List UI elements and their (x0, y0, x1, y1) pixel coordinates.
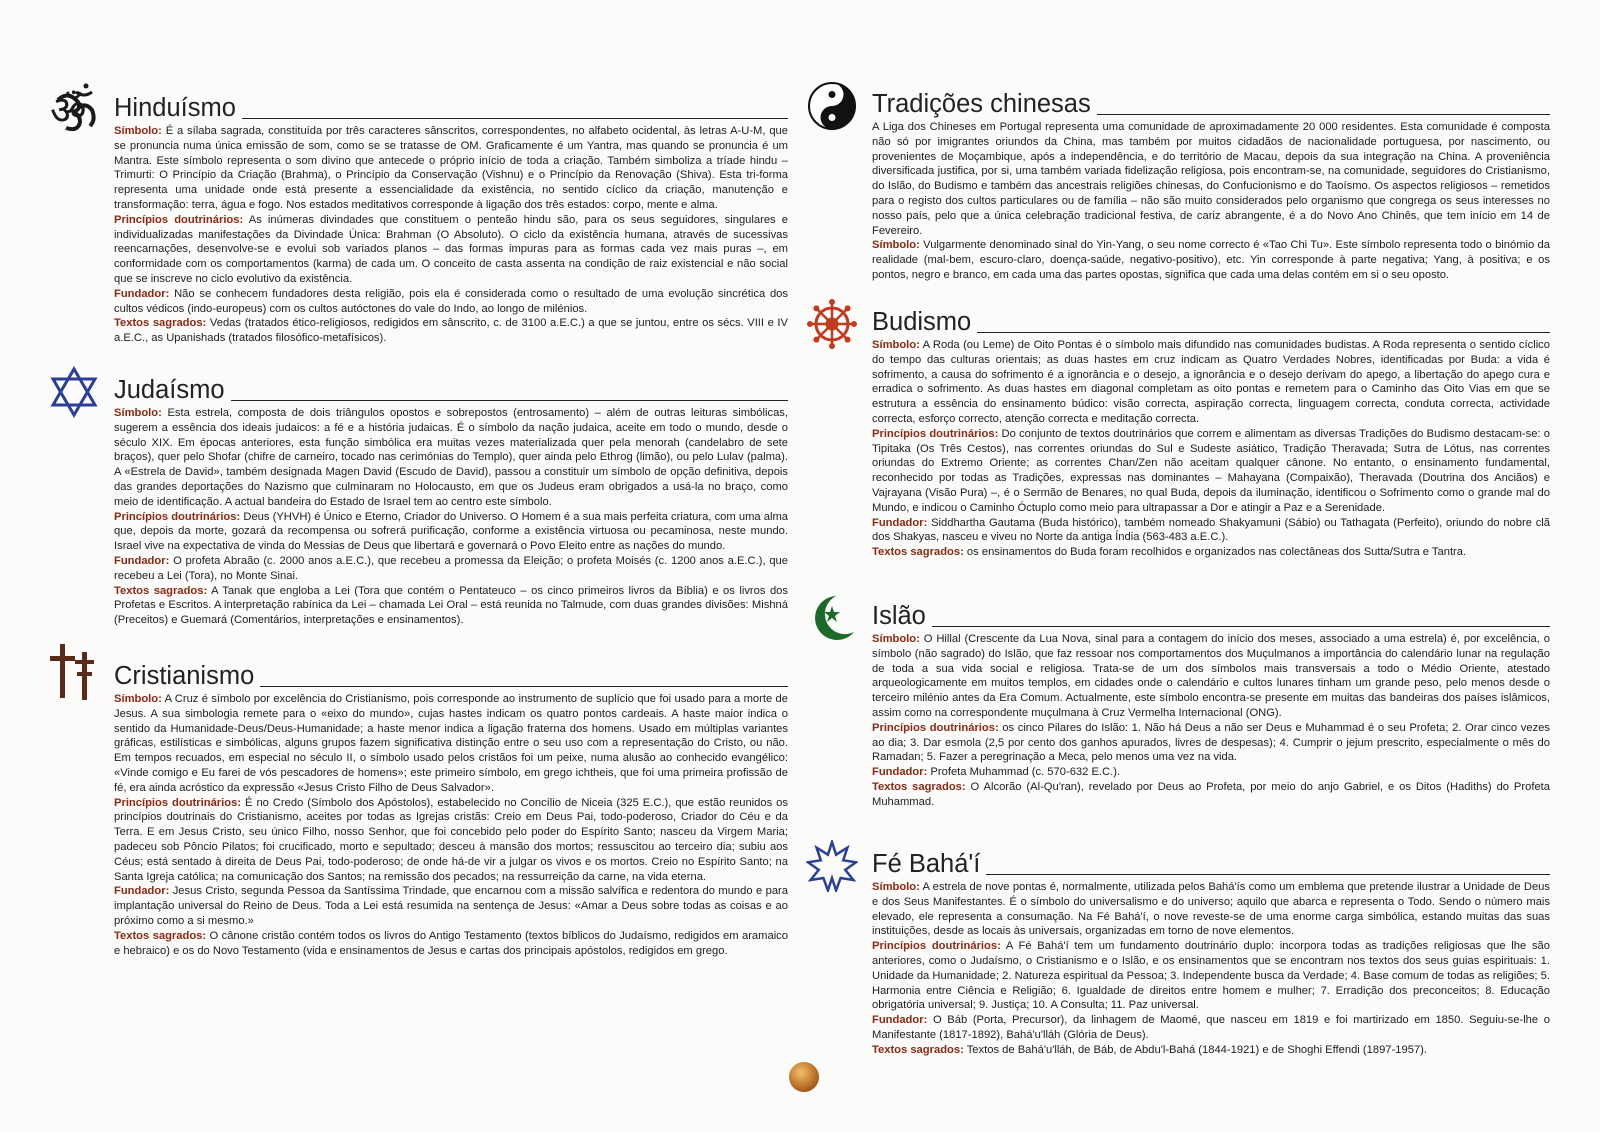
text-principios: Do conjunto de textos doutrinários que correm e alimentam as diversas Tradições do Budismo destacam-se: o Tipitaka (Os Três Cestos), nas correntes oriundas do Sul e Sudeste asiático, Tradição Theravada; Sutra de Lótus, nas correntes oriundas do Extremo Oriente; as correntes Chan/Zen não aceitam qualquer cânone. No entanto, o ensinamento fundamental, reconhecido por todas as Tradições, expressas nas dominantes – Mahayana (Compaixão), Theravada (Doutrina dos Anciãos) e Vajrayana (Visão Pura) –, é o Sermão de Benares, no qual Buda, depois da iluminação, identificou o Sofrimento como o grande mal do Mundo, e indicou o Caminho Óctuplo como meio para ultrapassar a Dor e atingir a Paz e a Serenidade. (872, 427, 1550, 514)
label-fundador: Fundador: (114, 885, 170, 898)
text-textos: Vedas (tratados ético-religiosos, redigidos em sânscrito, c. de 3100 a.E.C.) a que se juntou, entre os sécs. VIII e IV a.E.C., as Upanishads (tratados filosófico-metafísicos). (114, 317, 788, 345)
text-fundador: Não se conhecem fundadores desta religião, pois ela é considerada como o resultado de uma evolução sincrética dos cultos védicos (indo-europeus) com os cultos autóctones do vale do Indo, ao longo de milénios. (114, 287, 788, 315)
text-textos: Textos de Bahá'u'lláh, de Báb, de Abdu'l-Bahá (1844-1921) e de Shoghi Effendi (1897-1957). (963, 1043, 1427, 1056)
section-header (48, 366, 788, 406)
dharma-wheel-icon (806, 298, 858, 350)
paragraph-principios (872, 721, 1550, 765)
label-fundador: Fundador: (872, 516, 928, 529)
title-rule (872, 626, 1550, 627)
paragraph-simbolo (872, 238, 1550, 282)
om-icon (48, 82, 100, 134)
section-judaismo (48, 366, 788, 628)
paragraph-fundador (114, 287, 788, 317)
paragraph-textos (114, 584, 788, 628)
text-textos: O Alcorão (Al-Qu'ran), revelado por Deus ao Profeta, por meio do anjo Gabriel, e os Ditos (Hadiths) do Profeta Muhammad. (872, 780, 1551, 808)
label-principios: Princípios doutrinários: (114, 510, 241, 523)
label-principios: Princípios doutrinários: (114, 796, 242, 809)
paragraph-principios (114, 213, 788, 287)
section-title: Islão (872, 602, 932, 630)
text-simbolo: Vulgarmente denominado sinal do Yin-Yang, o seu nome correcto é «Tao Chi Tu». Este símbolo representa todo o binómio da realidade (mal-bem, escuro-claro, doença-saúde, negativo-positivo), etc. Yin corresponde à parte negativa; Yang, à positiva; e os pontos, negro e branco, em cada uma das partes opostas, significa que cada uma delas contém em si o seu oposto. (872, 239, 1550, 281)
label-fundador: Fundador: (114, 554, 170, 567)
section-body (872, 338, 1550, 560)
section-body (872, 120, 1550, 283)
paragraph-simbolo (872, 632, 1550, 721)
paragraph-fundador (114, 884, 788, 928)
text-simbolo: O Hillal (Crescente da Lua Nova, sinal para a contagem do início dos meses, associado a uma estrela) é, por excelência, o símbolo (não sagrado) do Islão, que faz ressoar nos comportamentos dos Muçulmanos a importância do calendário lunar na regulação de toda a sua vida social e religiosa. Trata-se de um dos símbolos mais transversais a todo o Médio Oriente, atestado arqueologicamente em muitos templos, em cidades onde o calendário e cultos lunares tinham um grande peso, pelo menos desde o terceiro milénio antes da Era Comum. Actualmente, este símbolo encontra-se presente em muitas das bandeiras dos países islâmicos, assim como na correspondente muçulmana à Cruz Vermelha Internacional (ONG). (872, 633, 1550, 719)
section-body (872, 880, 1550, 1058)
label-principios: Princípios doutrinários: (872, 427, 999, 440)
text-simbolo: A Cruz é símbolo por excelência do Cristianismo, pois corresponde ao instrumento de suplício que foi usado para a morte de Jesus. A sua simbologia remete para o «eixo do mundo», cujas hastes indicam os quatro pontos cardeais. A haste maior indica o sentido da Humanidade-Deus/Deus-Humanidade; a haste menor indica a ligação fraterna dos homens. Usado em múltiplas variantes gráficas, estilísticas e simbólicas, alguns grupos fazem significativa distinção entre o seu uso com a representação do Cristo, ou não. Em tempos recuados, em especial no século II, o símbolo usado pelos cristãos foi um peixe, numa alusão ao conhecido evangélico: «Vinde comigo e Eu farei de vós pescadores de homens»; este primeiro símbolo, em grego ichtheis, que foi uma primeira profissão de fé, era ainda acróstico da expressão «Jesus Cristo Filho de Deus Salvador». (114, 693, 788, 794)
section-islao (806, 592, 1550, 810)
paragraph-principios (872, 427, 1550, 516)
svg-text:ॐ: ॐ (50, 88, 87, 134)
label-simbolo: Símbolo: (872, 339, 920, 351)
text-fundador: Profeta Muhammad (c. 570-632 E.C.). (927, 766, 1121, 779)
paragraph-principios (114, 796, 788, 885)
paragraph-simbolo (114, 124, 788, 213)
text-textos: O cânone cristão contém todos os livros do Antigo Testamento (textos bíblicos do Judaísmo, redigidos em aramaico e hebraico) e os do Novo Testamento (vida e ensinamentos de Jesus e cartas dos principais apóstolos, redigidos em grego. (114, 929, 788, 957)
section-body (114, 692, 788, 958)
paragraph-principios (114, 510, 788, 554)
section-body (114, 124, 788, 346)
label-fundador: Fundador: (114, 287, 170, 300)
section-tradicoes-chinesas (806, 80, 1550, 283)
label-simbolo: Símbolo: (872, 633, 920, 645)
section-body (114, 406, 788, 628)
label-principios: Princípios doutrinários: (872, 940, 1001, 953)
text-simbolo: A Roda (ou Leme) de Oito Pontas é o símbolo mais difundido nas comunidades budistas. A Roda representa o sentido cíclico do tempo das culturas orientais; as duas hastes em cruz indicam as Quatro Verdades Nobres, identificadas por Buda: a vida é sofrimento, a causa do sofrimento é a ignorância e o desejo, a ignorância e o desejo derivam do apego, a libertação do apego cura e erradica o sofrimento. As duas hastes em diagonal completam as oito pontas e remetem para o Caminho das Oito Vias em que se estrutura a essência do ensinamento búdico: visão correcta, aspiração correcta, linguagem correcta, conduta correcta, actividade correcta, esforço correcto, atenção correcta e meditação correcta. (872, 339, 1550, 425)
paragraph-principios (872, 939, 1550, 1013)
section-title: Cristianismo (114, 662, 260, 690)
section-header (806, 840, 1550, 880)
label-textos: Textos sagrados: (872, 546, 964, 559)
crosses-icon (48, 642, 100, 702)
label-simbolo: Símbolo: (114, 693, 162, 705)
crescent-star-icon (806, 592, 858, 644)
section-header (48, 652, 788, 692)
label-textos: Textos sagrados: (872, 780, 966, 793)
section-title: Tradições chinesas (872, 90, 1097, 118)
star-of-david-icon (48, 366, 100, 418)
section-header (806, 592, 1550, 632)
label-fundador: Fundador: (872, 1014, 928, 1027)
text-principios: A Fé Bahá'í tem um fundamento doutrinário duplo: incorpora todas as tradições religiosas que lhe são anteriores, como o Judaísmo, o Cristianismo e o Islão, e os ensinamentos que se encontram nos textos dos seus guias espirituais: 1. Unidade da Humanidade; 2. Natureza espiritual da Pessoa; 3. Independente busca da Verdade; 4. Base comum de todas as religiões; 5. Harmonia entre Ciência e Religião; 6. Igualdade de direitos entre homem e mulher; 7. Erradição dos preconceitos; 8. Educação obrigatória universal; 9. Justiça; 10. A Consulta; 11. Paz universal. (872, 940, 1550, 1012)
binding-ring-icon (789, 1062, 819, 1092)
section-title: Judaísmo (114, 376, 231, 404)
paragraph-fundador (872, 516, 1550, 546)
paragraph-simbolo (114, 692, 788, 796)
label-textos: Textos sagrados: (114, 584, 208, 597)
section-hinduismo (48, 84, 788, 346)
text-principios: É no Credo (Símbolo dos Apóstolos), estabelecido no Concílio de Niceia (325 E.C.), que estão reunidos os princípios doutrinais do Cristianismo, aceites por todas as Igrejas cristãs: Creio em Deus Pai, todo-poderoso, Criador do Céu e da Terra. E em Jesus Cristo, seu único Filho, nosso Senhor, que foi concebido pelo poder do Espírito Santo; nasceu da Virgem Maria; padeceu sob Pôncio Pilatos; foi crucificado, morto e sepultado; desceu à mansão dos mortos; ressuscitou ao terceiro dia; subiu aos Céus; está sentado à direita de Deus Pai, todo-poderoso; de onde há-de vir a julgar os vivos e os mortos. Creio no Espírito Santo; na Santa Igreja católica; na comunicação dos Santos; na remissão dos pecados; na ressurreição da carne, na vida eterna. (114, 796, 788, 883)
paragraph-simbolo (872, 338, 1550, 427)
nine-pointed-star-icon (806, 840, 858, 892)
label-simbolo: Símbolo: (872, 881, 920, 893)
label-textos: Textos sagrados: (114, 929, 207, 942)
section-title: Fé Bahá'í (872, 850, 986, 878)
label-simbolo: Símbolo: (872, 239, 920, 252)
text-simbolo: É a sílaba sagrada, constituída por três caracteres sânscritos, correspondentes, no alfabeto ocidental, às letras A-U-M, que se pronuncia numa única emissão de som, como se se tratasse de OM. Graficamente é um Yantra, mas quando se pronuncia é um Mantra. Este símbolo representa o som divino que antecede o próprio início de toda a criação. Também simboliza a tríade hindu – Trimurti: O Princípio da Criação (Brahma), o Princípio da Conservação (Vishnu) e o Princípio da Renovação (Shiva). Esta tri-forma representa uma unidade onde está presente a essencialidade da existência, no sentido cíclico da criação, manutenção e transformação: terra, água e fogo. Nos estados meditativos corresponde à ligação dos três estados: corpo, mente e alma. (114, 125, 788, 211)
label-fundador: Fundador: (872, 766, 928, 779)
text-fundador: O profeta Abraão (c. 2000 anos a.E.C.), que recebeu a promessa da Eleição; o profeta Moisés (c. 1200 anos a.E.C.), que recebeu a Lei (Tora), no Monte Sinai. (114, 554, 788, 582)
section-title: Hinduísmo (114, 94, 242, 122)
paragraph-fundador (114, 554, 788, 584)
section-header (806, 298, 1550, 338)
text-simbolo: A estrela de nove pontas é, normalmente, utilizada pelos Bahá'ís como um emblema que pretende ilustrar a Unidade de Deus e dos Seus Manifestantes. É o símbolo do universalismo e do universo; aquilo que abarca e representa o Todo. Sendo o número mais elevado, ele representa a consumação. Na Fé Bahá'í, o nove reveste-se de uma enorme carga simbólica, estando muitas das suas instituições, desde as locais às universais, organizadas em torno de nove elementos. (872, 881, 1550, 938)
yin-yang-icon (806, 80, 858, 132)
text-fundador: Jesus Cristo, segunda Pessoa da Santíssima Trindade, que encarnou com a missão salvífica e redentora do mundo e para implantação universal do Reino de Deus. Toda a Lei está resumida na sentença de Jesus: «Amar a Deus sobre todas as coisas e ao próximo como a si mesmo.» (114, 885, 788, 927)
label-textos: Textos sagrados: (872, 1043, 964, 1056)
label-textos: Textos sagrados: (114, 317, 207, 330)
paragraph-textos (872, 780, 1550, 810)
paragraph-fundador (872, 765, 1550, 780)
paragraph-simbolo (872, 880, 1550, 939)
paragraph-textos (872, 1043, 1550, 1058)
section-title: Budismo (872, 308, 977, 336)
section-bahai (806, 840, 1550, 1058)
text-principios: Deus (YHVH) é Único e Eterno, Criador do Universo. O Homem é a sua mais perfeita criatura, com uma alma que, depois da morte, gozará da recompensa ou sofrerá purificação, conforme a existência virtuosa ou pecaminosa, neste mundo. Israel vive na expectativa de vinda do Messias de Deus que libertará e governará o Povo Eleito entre as nações do mundo. (114, 510, 788, 553)
section-header (806, 80, 1550, 120)
text-principios: As inúmeras divindades que constituem o penteão hindu são, para os seus seguidores, singulares e individualizadas manifestações da Divindade Única: Brahman (O Absoluto). O ciclo da existência humana, através de sucessivas reencarnações, desenvolve-se e evolui sob variados planos – das formas impuras para as formas cada vez mais puras –, em conformidade com os comportamentos (karma) de cada um. O conceito de casta assenta na condição de raiz existencial e não social que se inscreve no ciclo evolutivo da existência. (114, 213, 788, 285)
label-simbolo: Símbolo: (114, 125, 162, 137)
section-budismo (806, 298, 1550, 560)
label-principios: Princípios doutrinários: (114, 213, 244, 226)
text-simbolo: Esta estrela, composta de dois triângulos opostos e sobrepostos (entrosamento) – além de outras leituras simbólicas, sugerem a essência dos ideais judaicos: a fé e a história judaicas. É o símbolo da nação judaica, aceite em todo o mundo, desde o século XIX. Em épocas anteriores, esta função simbólica era muitas vezes materializada quer pela menorah (candelabro de sete braços), quer pelo Shofar (chifre de carneiro, tocado nas cerimónias do Templo), quer ainda pelo Ethrog (limão), ou pelo Lulav (palma). A «Estrela de David», também designada Magen David (Escudo de David), passou a constituir um símbolo de opção definitiva, depois das grandes deportações do Nazismo que culminaram no Holocausto, em que os Judeus eram obrigados a usá-la no braço, como meio de identificação. A actual bandeira do Estado de Israel tem ao centro este símbolo. (114, 407, 788, 508)
paragraph-textos (872, 545, 1550, 560)
text-fundador: O Báb (Porta, Precursor), da linhagem de Maomé, que nasceu em 1819 e foi martirizado em 1850. Seguiu-se-lhe o Manifestante (1817-1892), Bahá'u'lláh (Glória de Deus). (872, 1014, 1550, 1041)
paragraph-intro: A Liga dos Chineses em Portugal representa uma comunidade de aproximadamente 20 000 residentes. Esta comunidade é composta não só por imigrantes oriundos da China, mas também por muitos cidadãos de nacionalidade portuguesa, por nascimento, ou provenientes de Moçambique, após a independência, e do território de Macau, depois da sua integração na China. A proveniência diversificada justifica, por si, uma também variada fidelização religiosa, pois encontram-se, na comunidade, seguidores do Cristianismo, do Islão, do Budismo e também das ancestrais religiões chinesas, do Confucionismo e do Taoísmo. Os aspectos religiosos – remetidos para o registo dos cultos particulares ou de família – não são muito considerados pelo organismo que congrega os seus interesses no nosso país, pelo que a única celebração tradicional festiva, de cariz abrangente, é a do Novo Ano Chinês, que tem início em 14 de Fevereiro. (872, 121, 1550, 237)
paragraph-textos (114, 316, 788, 346)
paragraph-textos (114, 929, 788, 959)
text-textos: os ensinamentos do Buda foram recolhidos e organizados nas colectâneas dos Sutta/Sutra e Tantra. (963, 546, 1467, 559)
paragraph-fundador (872, 1013, 1550, 1043)
section-cristianismo (48, 652, 788, 958)
section-body (872, 632, 1550, 810)
label-simbolo: Símbolo: (114, 407, 162, 419)
text-fundador: Siddhartha Gautama (Buda histórico), também nomeado Shakyamuni (Sábio) ou Tathagata (Perfeito), oriundo do nobre clã dos Shakyas, nasceu e viveu no Norte da antiga Índia (563-483 a.E.C.). (872, 516, 1550, 544)
label-principios: Princípios doutrinários: (872, 721, 999, 734)
text-textos: A Tanak que engloba a Lei (Tora que contém o Pentateuco – os cinco primeiros livros da Bíblia) e os livros dos Profetas e Escritos. A interpretação rabínica da Lei – chamada Lei Oral – está reunida no Talmude, com duas grandes divisões: Mishná (Preceitos) e Guemará (Comentários, interpretações e ensinamentos). (114, 584, 788, 627)
paragraph-simbolo (114, 406, 788, 510)
text-principios: os cinco Pilares do Islão: 1. Não há Deus a não ser Deus e Muhammad é o seu Profeta; 2. Orar cinco vezes ao dia; 3. Dar esmola (2,5 por cento dos ganhos apurados, livres de despesas); 4. Cumprir o jejum prescrito, especialmente o mês do Ramadan; 5. Fazer a peregrinação a Meca, pelo menos uma vez na vida. (872, 721, 1550, 764)
